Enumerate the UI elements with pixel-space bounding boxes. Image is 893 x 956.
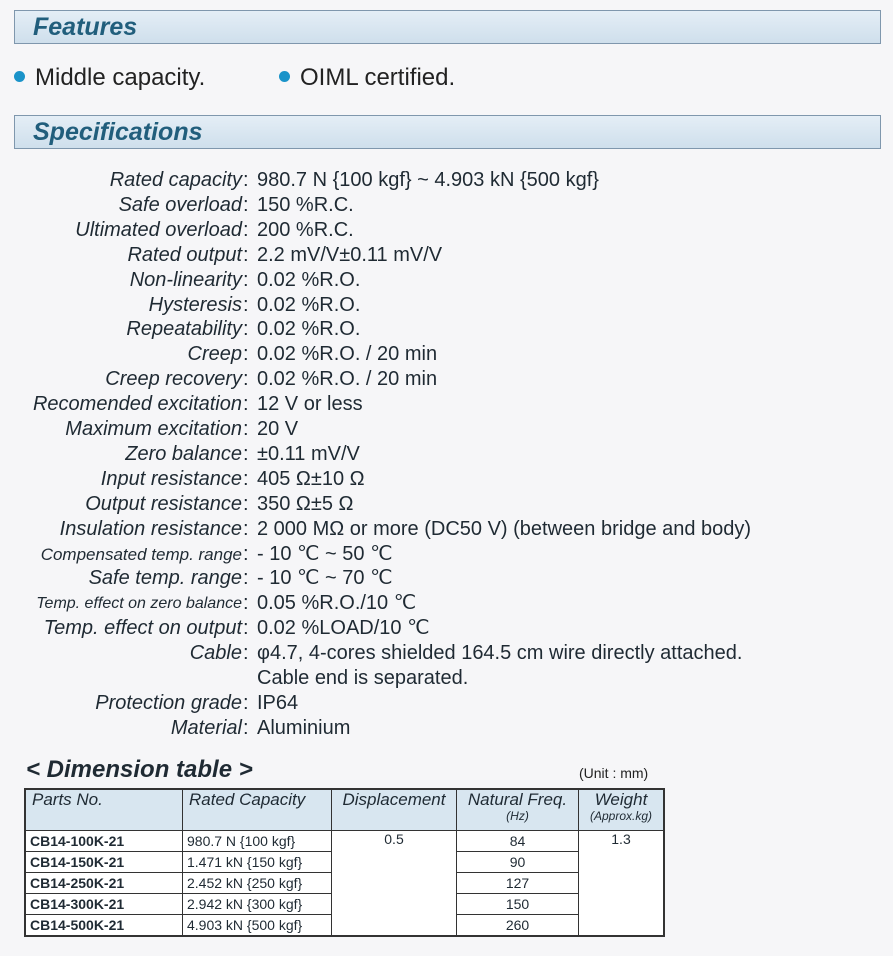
spec-row [0,193,893,218]
spec-label: Temp. effect on zero balance [36,595,242,613]
spec-label: Repeatability [126,318,242,341]
feature-item [279,64,455,92]
spec-separator: : [243,517,249,540]
part-cell: CB14-250K-21 [25,873,183,894]
spec-value: 0.02 %LOAD/10 ℃ [257,617,430,640]
spec-value: Aluminium [257,716,351,739]
spec-label: Safe overload [118,193,242,216]
spec-separator: : [243,691,249,714]
spec-label: Temp. effect on output [43,617,242,640]
bullet-icon [14,71,25,82]
spec-separator: : [243,442,249,465]
natural-freq-label: Natural Freq. [467,790,568,809]
spec-separator: : [243,617,249,640]
spec-value: 0.02 %R.O. [257,318,361,341]
spec-value: 980.7 N {100 kgf} ~ 4.903 kN {500 kgf} [257,169,599,191]
unit-label: (Unit : mm) [579,765,649,781]
spec-label: Rated capacity [109,169,242,191]
spec-row [0,566,893,591]
col-header-displacement: Displacement [332,789,457,831]
spec-separator: : [243,343,249,366]
spec-label: Insulation resistance [59,517,242,540]
spec-value: 20 V [257,418,299,440]
spec-separator: : [243,418,249,440]
spec-value: 0.02 %R.O. [257,293,361,316]
spec-separator: : [243,716,249,739]
spec-separator: : [243,268,249,291]
spec-row [0,268,893,293]
spec-separator: : [243,318,249,341]
spec-label: Output resistance [85,492,242,515]
feature-text: OIML certified. [300,64,456,91]
spec-separator: : [243,642,249,665]
capacity-cell: 4.903 kN {500 kgf} [183,915,332,937]
features-title: Features [33,13,138,41]
specifications-title: Specifications [33,118,203,146]
specifications-header [14,115,881,149]
spec-row [0,616,893,641]
spec-row [0,317,893,342]
weight-label: Weight [594,790,648,809]
spec-value: 2 000 MΩ or more (DC50 V) (between bridge and body) [257,517,752,540]
part-cell: CB14-500K-21 [25,915,183,937]
spec-value: 0.05 %R.O./10 ℃ [257,592,417,615]
spec-row [0,492,893,517]
feature-item [14,64,205,92]
spec-label: Input resistance [100,467,242,490]
col-header-part: Parts No. [25,789,183,831]
spec-row [0,542,893,567]
capacity-cell: 1.471 kN {150 kgf} [183,852,332,873]
spec-label: Non-linearity [129,268,242,291]
spec-label: Safe temp. range [88,567,242,590]
spec-row [0,666,893,691]
capacity-cell: 980.7 N {100 kgf} [183,831,332,852]
spec-value: 200 %R.C. [257,218,354,241]
spec-value: - 10 ℃ ~ 50 ℃ [257,542,393,565]
spec-separator: : [243,169,249,191]
bullet-icon [279,71,290,82]
feature-text: Middle capacity. [35,64,206,91]
spec-row [0,293,893,318]
spec-row [0,641,893,666]
spec-separator: : [243,542,249,565]
part-cell: CB14-150K-21 [25,852,183,873]
spec-value: 150 %R.C. [257,193,354,216]
spec-row [0,367,893,392]
spec-value: Cable end is separated. [257,667,469,689]
spec-row [0,442,893,467]
spec-value: 0.02 %R.O. [257,268,361,291]
spec-label: Maximum excitation [65,418,242,440]
capacity-cell: 2.942 kN {300 kgf} [183,894,332,915]
spec-value: 2.2 mV/V±0.11 mV/V [257,243,443,266]
spec-value: 350 Ω±5 Ω [257,492,354,515]
spec-value: 12 V or less [257,393,363,416]
freq-cell: 127 [457,873,579,894]
freq-cell: 90 [457,852,579,873]
col-header-natural-freq [457,789,579,831]
spec-separator: : [243,467,249,490]
spec-label: Ultimated overload [75,218,242,241]
weight-unit: (Approx.kg) [589,809,653,823]
spec-row [0,392,893,417]
spec-label: Protection grade [95,691,242,714]
capacity-cell: 2.452 kN {250 kgf} [183,873,332,894]
spec-label: Hysteresis [148,293,242,316]
dimension-table [24,788,665,937]
spec-separator: : [243,492,249,515]
spec-value: - 10 ℃ ~ 70 ℃ [257,567,393,590]
spec-separator: : [243,218,249,241]
spec-value: 405 Ω±10 Ω [257,467,365,490]
spec-separator: : [243,243,249,266]
freq-cell: 150 [457,894,579,915]
spec-row [0,591,893,616]
weight-cell: 1.3 [579,831,665,937]
dimension-table-title: < Dimension table > [26,756,253,783]
freq-cell: 84 [457,831,579,852]
spec-value: IP64 [257,691,299,714]
col-header-capacity: Rated Capacity [183,789,332,831]
spec-row [0,716,893,741]
spec-label: Cable [189,642,242,665]
spec-label: Creep [187,343,242,366]
spec-separator: : [243,567,249,590]
spec-label: Creep recovery [105,368,242,391]
spec-separator: : [243,393,249,416]
spec-row [0,218,893,243]
col-header-weight [579,789,665,831]
spec-label: Recomended excitation [32,393,242,416]
natural-freq-unit: (Hz) [506,809,529,823]
spec-label: Material [170,716,242,739]
spec-value: φ4.7, 4-cores shielded 164.5 cm wire directly attached. [257,642,743,665]
table-row [25,831,664,852]
spec-separator: : [243,293,249,316]
spec-separator: : [243,193,249,216]
spec-label: Compensated temp. range [40,544,242,564]
spec-value: 0.02 %R.O. / 20 min [257,368,438,391]
spec-label: Zero balance [125,442,242,465]
spec-value: 0.02 %R.O. / 20 min [257,343,438,366]
spec-separator: : [243,368,249,391]
spec-row [0,168,893,193]
spec-row [0,243,893,268]
spec-separator: : [243,592,249,615]
spec-row [0,467,893,492]
part-cell: CB14-100K-21 [25,831,183,852]
spec-row [0,342,893,367]
spec-label: Rated output [127,243,242,266]
spec-row [0,417,893,442]
spec-row [0,691,893,716]
table-header-row [25,789,664,831]
freq-cell: 260 [457,915,579,937]
spec-row [0,517,893,542]
displacement-cell: 0.5 [332,831,457,937]
features-header [14,10,881,44]
spec-value: ±0.11 mV/V [257,442,360,465]
part-cell: CB14-300K-21 [25,894,183,915]
